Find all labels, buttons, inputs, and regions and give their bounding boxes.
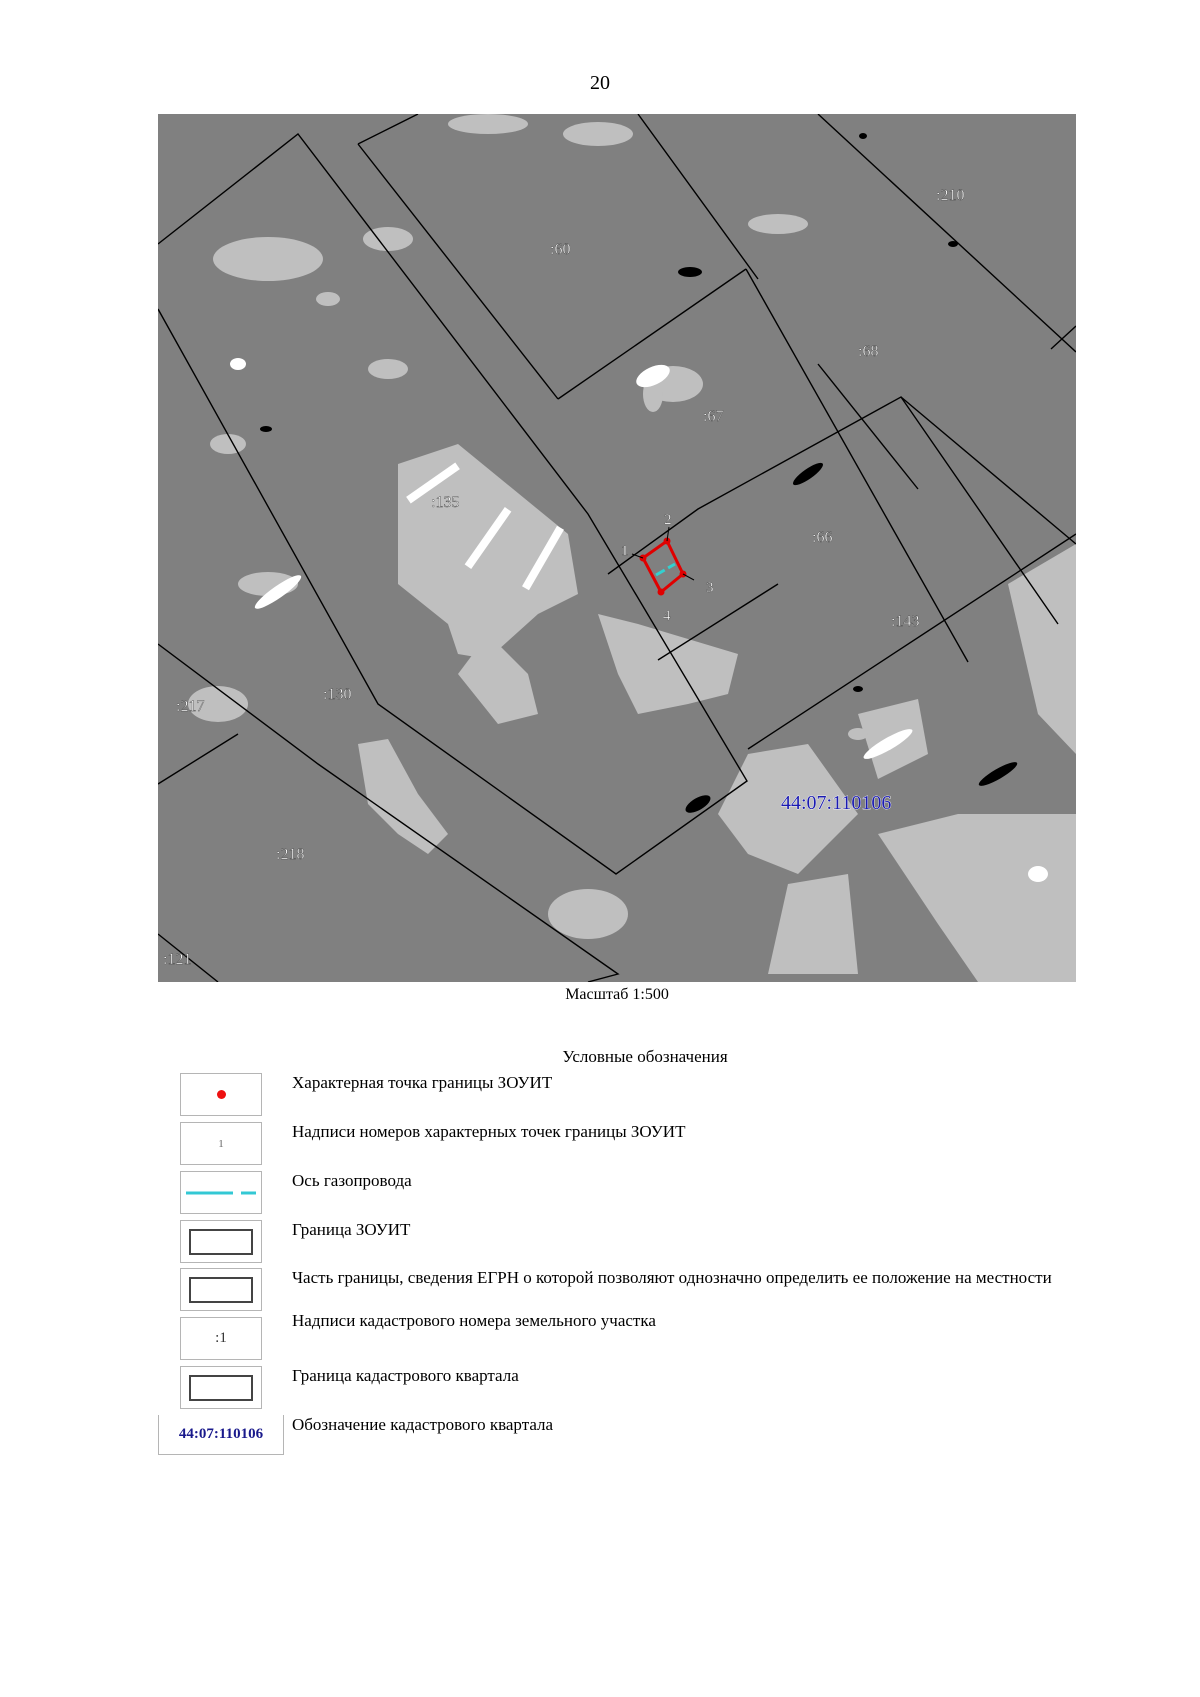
legend-symbol	[180, 1171, 262, 1214]
parcel-label: :210	[936, 187, 965, 204]
parcel-label: :143	[891, 613, 920, 630]
page-number: 20	[590, 72, 610, 94]
boundary-point[interactable]	[658, 589, 665, 596]
red-dot-icon	[217, 1090, 226, 1099]
point-label: 1	[621, 543, 629, 559]
rectangle-icon	[189, 1277, 253, 1303]
parcel-label: :218	[276, 846, 305, 863]
legend-text: Ось газопровода	[292, 1171, 412, 1190]
cadastral-quarter-label: 44:07:110106	[781, 792, 892, 814]
parcel-label: :66	[812, 529, 833, 546]
legend-symbol	[180, 1122, 262, 1165]
legend-symbol	[180, 1268, 262, 1311]
legend-symbol	[180, 1366, 262, 1409]
point-label: 4	[663, 608, 671, 624]
parcel-label: :135	[431, 494, 460, 511]
legend-text: Надписи кадастрового номера земельного участка	[292, 1311, 656, 1330]
parcel-label: :60	[550, 241, 571, 258]
quarter-code-sample: 44:07:110106	[158, 1415, 284, 1455]
legend-text: Граница кадастрового квартала	[292, 1366, 519, 1385]
parcel-label: :67	[703, 408, 724, 425]
legend-text: Надписи номеров характерных точек границы ЗОУИТ	[292, 1122, 686, 1141]
dashed-cyan-line-icon	[183, 1188, 259, 1198]
legend-title: Условные обозначения	[562, 1047, 728, 1066]
legend-text: Часть границы, сведения ЕГРН о которой позволяют однозначно определить ее положение на местности	[292, 1268, 1052, 1287]
parcel-label: :130	[323, 686, 352, 703]
point-label: 3	[706, 580, 714, 596]
legend-text: Характерная точка границы ЗОУИТ	[292, 1073, 553, 1092]
legend-text: Обозначение кадастрового квартала	[292, 1415, 554, 1434]
point-number-sample: 1	[218, 1137, 224, 1150]
legend-symbol	[180, 1220, 262, 1263]
cadastral-map[interactable]	[158, 114, 1076, 982]
legend-symbol	[180, 1317, 262, 1360]
parcel-label: :217	[176, 698, 205, 715]
parcel-label: :121	[163, 951, 192, 968]
parcel-label: :68	[858, 343, 879, 360]
rectangle-icon	[189, 1375, 253, 1401]
rectangle-icon	[189, 1229, 253, 1255]
point-label: 2	[664, 512, 672, 528]
parcel-number-sample: :1	[215, 1330, 227, 1346]
legend-symbol	[180, 1073, 262, 1116]
legend-text: Граница ЗОУИТ	[292, 1220, 411, 1239]
map-scale: Масштаб 1:500	[565, 986, 669, 1003]
